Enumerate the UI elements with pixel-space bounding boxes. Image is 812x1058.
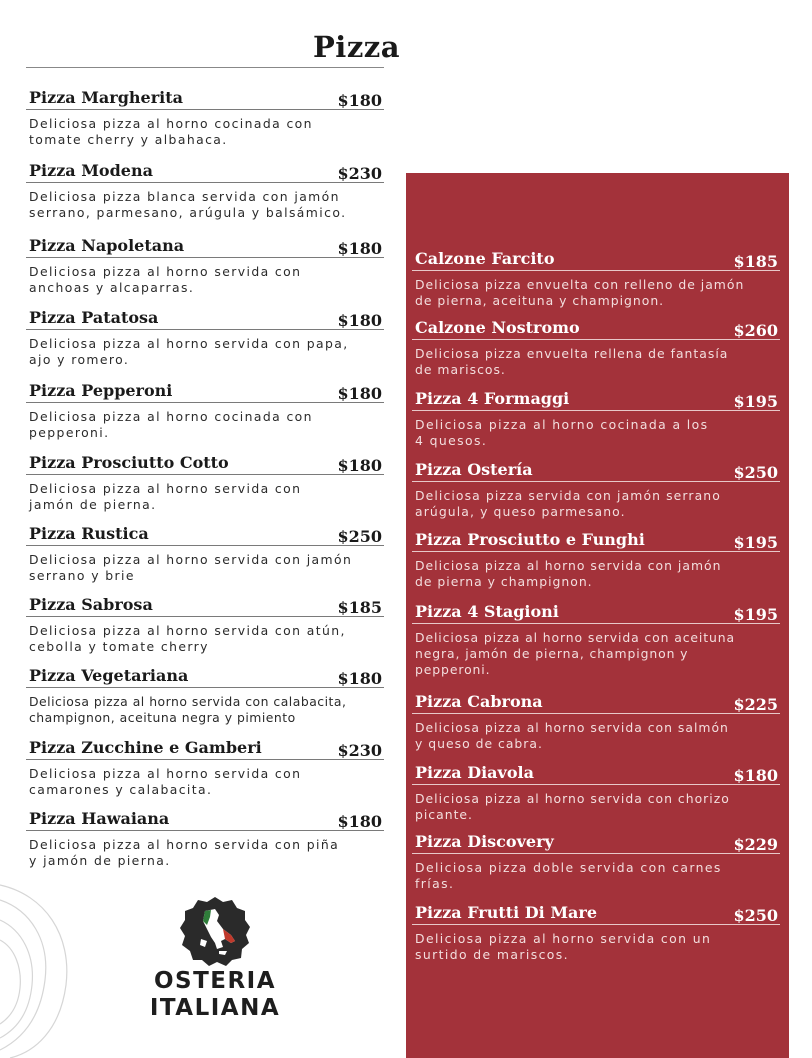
menu-item <box>26 737 384 798</box>
item-description: Deliciosa pizza envuelta con relleno de jamón de pierna, aceituna y champignon. <box>415 277 745 308</box>
menu-item <box>412 762 780 823</box>
menu-item <box>412 601 780 678</box>
item-name: Pizza Ostería <box>415 460 533 479</box>
item-description: Deliciosa pizza al horno cocinada con pepperoni. <box>29 409 313 440</box>
title-divider <box>26 67 384 68</box>
item-description: Deliciosa pizza al horno servida con un surtido de mariscos. <box>415 931 712 962</box>
item-price: $195 <box>733 392 778 411</box>
logo-wordmark-line2: ITALIANA <box>149 995 281 1021</box>
item-name: Pizza 4 Stagioni <box>415 602 559 621</box>
item-name: Pizza Diavola <box>415 763 534 782</box>
item-name: Pizza Hawaiana <box>29 809 170 828</box>
item-description: Deliciosa pizza al horno cocinada con tomate cherry y albahaca. <box>29 116 313 147</box>
menu-item <box>26 160 384 221</box>
item-name: Pizza Vegetariana <box>29 666 189 685</box>
item-description: Deliciosa pizza al horno servida con jamón serrano y brie <box>29 552 353 583</box>
italy-map-logo-icon <box>179 895 251 967</box>
item-price: $180 <box>337 311 382 330</box>
item-description: Deliciosa pizza al horno servida con camarones y calabacita. <box>29 766 302 797</box>
item-price: $180 <box>337 91 382 110</box>
item-name: Pizza Pepperoni <box>29 381 173 400</box>
item-description: Deliciosa pizza blanca servida con jamón serrano, parmesano, arúgula y balsámico. <box>29 189 347 220</box>
menu-item <box>26 452 384 513</box>
item-price: $195 <box>733 605 778 624</box>
item-price: $195 <box>733 533 778 552</box>
item-description: Deliciosa pizza al horno servida con jamón de pierna y champignon. <box>415 558 722 589</box>
item-price: $180 <box>337 456 382 475</box>
item-description: Deliciosa pizza al horno servida con papa, ajo y romero. <box>29 336 349 367</box>
item-name: Calzone Nostromo <box>415 318 580 337</box>
menu-item <box>26 594 384 655</box>
item-price: $250 <box>337 527 382 546</box>
item-name: Pizza 4 Formaggi <box>415 389 570 408</box>
menu-item <box>26 523 384 584</box>
page-title: Pizza <box>313 30 401 64</box>
menu-item <box>26 235 384 296</box>
item-description: Deliciosa pizza servida con jamón serrano arúgula, y queso parmesano. <box>415 488 721 519</box>
item-name: Pizza Sabrosa <box>29 595 153 614</box>
item-price: $180 <box>337 669 382 688</box>
item-price: $180 <box>337 384 382 403</box>
menu-item <box>26 665 384 726</box>
item-name: Pizza Discovery <box>415 832 554 851</box>
brand-logo <box>140 895 290 1021</box>
item-price: $180 <box>337 239 382 258</box>
menu-item <box>26 808 384 869</box>
decorative-swirl-graphic <box>0 880 80 1058</box>
item-name: Pizza Modena <box>29 161 153 180</box>
item-price: $185 <box>337 598 382 617</box>
menu-item <box>412 459 780 520</box>
item-name: Pizza Prosciutto Cotto <box>29 453 229 472</box>
item-name: Pizza Margherita <box>29 88 183 107</box>
item-price: $185 <box>733 252 778 271</box>
item-price: $229 <box>733 835 778 854</box>
item-description: Deliciosa pizza al horno servida con salmón y queso de cabra. <box>415 720 729 751</box>
item-description: Deliciosa pizza al horno servida con anchoas y alcaparras. <box>29 264 302 295</box>
item-price: $230 <box>337 741 382 760</box>
item-name: Pizza Prosciutto e Funghi <box>415 530 645 549</box>
item-price: $180 <box>733 766 778 785</box>
item-description: Deliciosa pizza al horno servida con calabacita, champignon, aceituna negra y pimiento <box>29 694 347 725</box>
item-description: Deliciosa pizza al horno servida con atún, cebolla y tomate cherry <box>29 623 346 654</box>
menu-item <box>26 307 384 368</box>
item-description: Deliciosa pizza doble servida con carnes frías. <box>415 860 722 891</box>
item-price: $260 <box>733 321 778 340</box>
item-price: $230 <box>337 164 382 183</box>
item-price: $250 <box>733 463 778 482</box>
item-description: Deliciosa pizza al horno servida con jamón de pierna. <box>29 481 302 512</box>
item-price: $180 <box>337 812 382 831</box>
item-name: Pizza Cabrona <box>415 692 543 711</box>
menu-item <box>412 902 780 963</box>
item-name: Pizza Frutti Di Mare <box>415 903 597 922</box>
menu-item <box>26 380 384 441</box>
item-description: Deliciosa pizza al horno servida con piña y jamón de pierna. <box>29 837 340 868</box>
item-price: $225 <box>733 695 778 714</box>
item-price: $250 <box>733 906 778 925</box>
item-name: Pizza Patatosa <box>29 308 159 327</box>
item-description: Deliciosa pizza al horno servida con chorizo picante. <box>415 791 730 822</box>
item-name: Pizza Napoletana <box>29 236 185 255</box>
item-description: Deliciosa pizza al horno cocinada a los 4 quesos. <box>415 417 709 448</box>
menu-item <box>412 529 780 590</box>
menu-item <box>412 691 780 752</box>
item-description: Deliciosa pizza envuelta rellena de fantasía de mariscos. <box>415 346 729 377</box>
menu-item <box>412 831 780 892</box>
item-description: Deliciosa pizza al horno servida con aceituna negra, jamón de pierna, champignon y pepperoni. <box>415 630 736 677</box>
menu-item <box>26 87 384 148</box>
logo-wordmark-line1: OSTERIA <box>153 968 277 994</box>
item-name: Pizza Zucchine e Gamberi <box>29 738 262 757</box>
item-name: Pizza Rustica <box>29 524 149 543</box>
item-name: Calzone Farcito <box>415 249 555 268</box>
menu-item <box>412 248 780 309</box>
menu-item <box>412 317 780 378</box>
menu-item <box>412 388 780 449</box>
